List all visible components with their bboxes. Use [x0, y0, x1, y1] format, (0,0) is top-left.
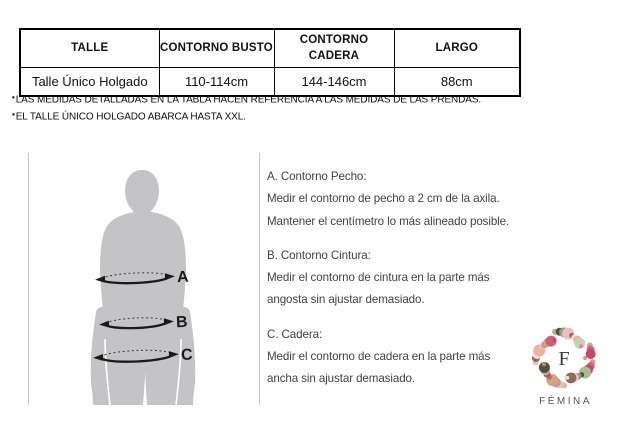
- cell-cadera: 144-146cm: [274, 68, 394, 97]
- guide-line: Medir el contorno de cadera en la parte más: [267, 350, 491, 364]
- guide-title: C. Cadera:: [267, 327, 323, 341]
- cell-largo: 88cm: [394, 68, 520, 97]
- floral-wreath-icon: [516, 318, 612, 396]
- marker-label-b: B: [175, 313, 188, 332]
- footnotes: [12, 91, 481, 125]
- cell-busto: 110-114cm: [159, 68, 274, 97]
- guide-line: angosta sin ajustar demasiado.: [267, 293, 425, 307]
- marker-label-a: A: [176, 268, 189, 287]
- arrowhead-left: [95, 276, 105, 283]
- guide-line: Medir el contorno de cintura en la parte más: [267, 271, 490, 285]
- bullet-icon: •: [12, 93, 15, 102]
- guide-title: A. Contorno Pecho:: [267, 170, 367, 183]
- cell-talle: Talle Único Holgado: [20, 68, 159, 97]
- logo-initial-letter: F: [558, 348, 570, 370]
- femina-logo: [516, 318, 612, 407]
- footnote-text: EL TALLE ÚNICO HOLGADO ABARCA HASTA XXL.: [15, 111, 246, 123]
- guide-section-bust: [267, 166, 509, 233]
- logo-brand-name: FÉMINA: [539, 396, 592, 407]
- measuring-guide: [267, 166, 509, 403]
- column-header-contorno-busto: CONTORNO BUSTO: [159, 29, 274, 68]
- column-header-largo: LARGO: [394, 29, 520, 68]
- measurement-figure: [28, 153, 260, 405]
- column-header-talle: TALLE: [20, 29, 159, 68]
- marker-label-c: C: [180, 346, 193, 365]
- female-silhouette-diagram: [29, 153, 259, 405]
- size-table: [19, 28, 521, 97]
- bullet-icon: •: [12, 110, 15, 120]
- silhouette-body: [93, 211, 194, 405]
- guide-line: ancha sin ajustar demasiado.: [267, 372, 416, 386]
- guide-section-waist: [267, 245, 509, 312]
- guide-line: Mantener el centímetro lo más alineado posible.: [267, 214, 510, 228]
- size-table-header-row: [20, 29, 520, 68]
- guide-section-hip: [267, 324, 509, 391]
- footnote-line: [12, 91, 481, 108]
- column-header-contorno-cadera: CONTORNO CADERA: [274, 29, 394, 68]
- footnote-text: LAS MEDIDAS DETALLADAS EN LA TABLA HACEN REFERENCIA A LAS MEDIDAS DE LAS PRENDAS.: [15, 94, 482, 106]
- footnote-line: [12, 108, 481, 125]
- guide-title: B. Contorno Cintura:: [267, 248, 371, 262]
- guide-line: Medir el contorno de pecho a 2 cm de la axila.: [267, 192, 500, 206]
